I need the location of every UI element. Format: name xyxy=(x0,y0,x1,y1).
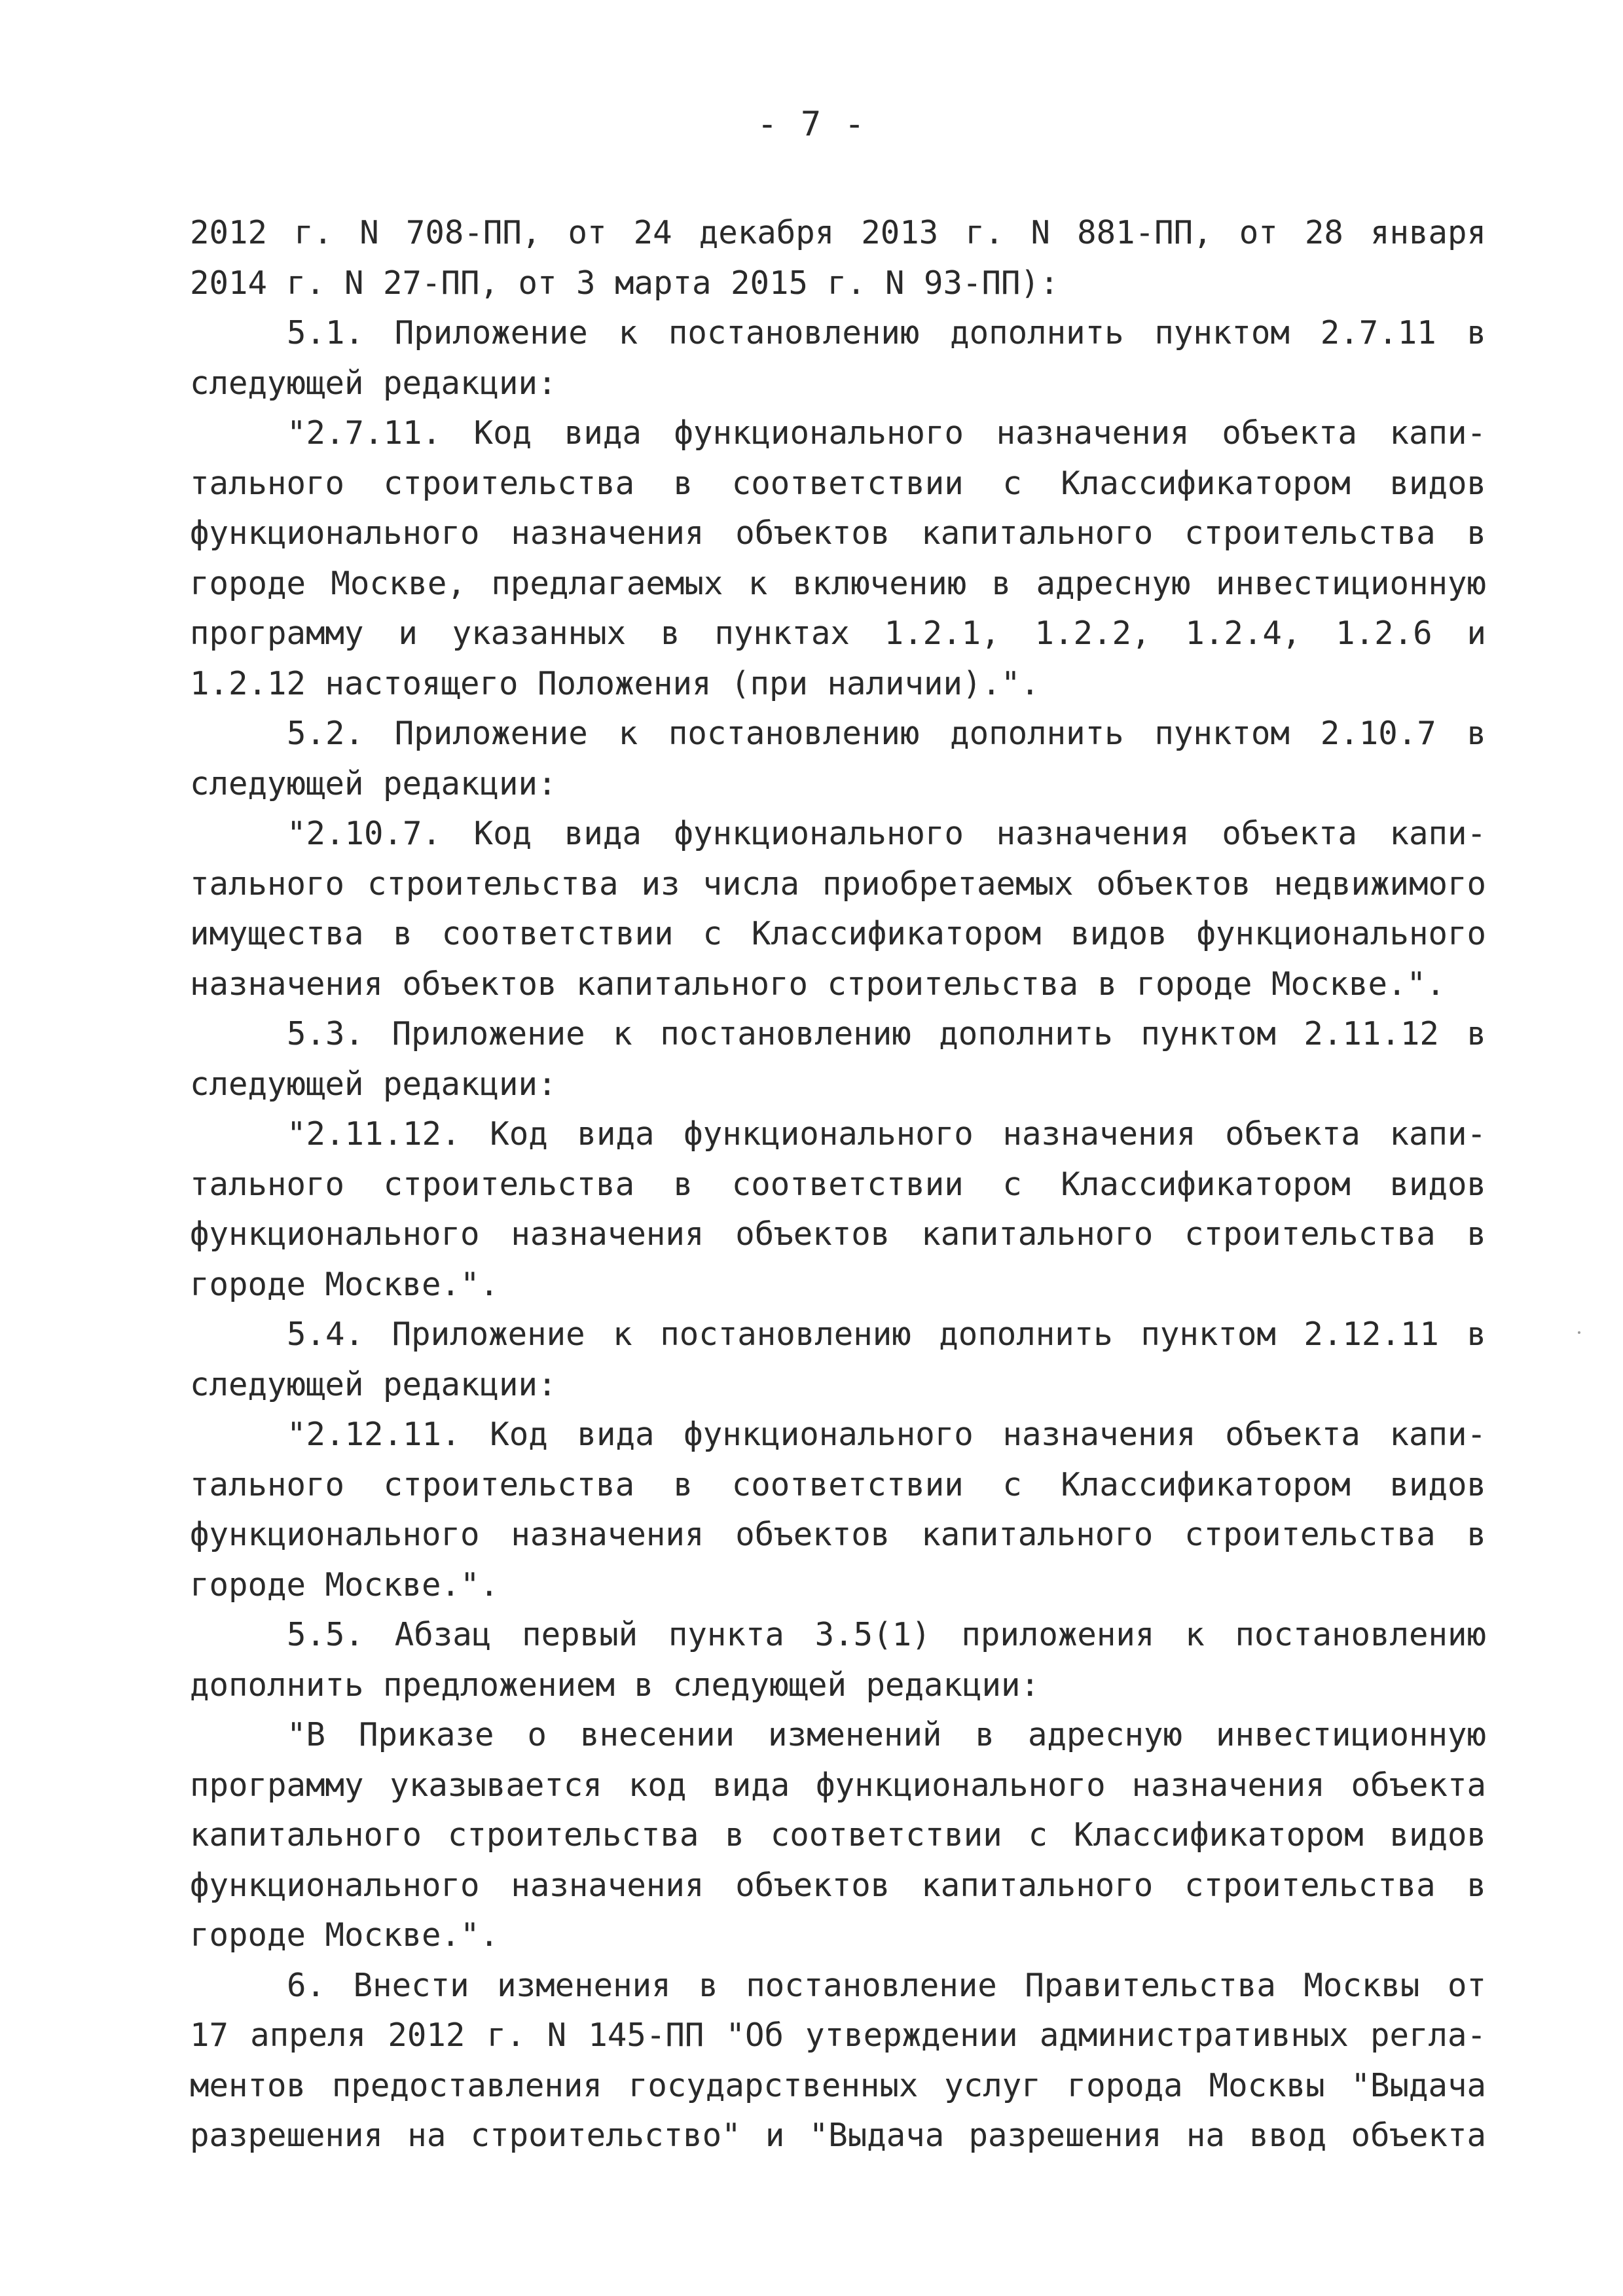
document-body xyxy=(190,208,1486,2161)
text-line: 17 апреля 2012 г. N 145-ПП "Об утверждении административных регла- xyxy=(190,2017,1486,2054)
text-line: городе Москве, предлагаемых к включению в адресную инвестиционную xyxy=(190,564,1486,602)
text-line: 2014 г. N 27-ПП, от 3 марта 2015 г. N 93-ПП): xyxy=(190,264,1059,302)
text-line: следующей редакции: xyxy=(190,1065,557,1103)
text-line: 2012 г. N 708-ПП, от 24 декабря 2013 г. N 881-ПП, от 28 января xyxy=(190,214,1486,251)
text-line: функционального назначения объектов капитального строительства в xyxy=(190,1516,1486,1553)
text-line: функционального назначения объектов капитального строительства в xyxy=(190,1866,1486,1904)
text-line: программу указывается код вида функционального назначения объекта xyxy=(190,1766,1486,1804)
text-line: городе Москве.". xyxy=(190,1265,500,1303)
text-line: 5.3. Приложение к постановлению дополнить пунктом 2.11.12 в xyxy=(287,1015,1486,1052)
text-line: "2.10.7. Код вида функционального назначения объекта капи- xyxy=(287,815,1486,852)
text-line: тального строительства в соответствии с Классификатором видов xyxy=(190,1465,1486,1503)
text-line: разрешения на строительство" и "Выдача разрешения на ввод объекта xyxy=(190,2117,1486,2154)
text-line: 5.5. Абзац первый пункта 3.5(1) приложения к постановлению xyxy=(287,1616,1486,1653)
text-line: функционального назначения объектов капитального строительства в xyxy=(190,1215,1486,1253)
text-line: ментов предоставления государственных услуг города Москвы "Выдача xyxy=(190,2066,1486,2104)
text-line: "2.7.11. Код вида функционального назначения объекта капи- xyxy=(287,414,1486,452)
text-line: 5.2. Приложение к постановлению дополнить пунктом 2.10.7 в xyxy=(287,715,1486,752)
scan-speck xyxy=(1578,1331,1580,1334)
text-line: следующей редакции: xyxy=(190,1365,557,1403)
text-line: капитального строительства в соответствии с Классификатором видов xyxy=(190,1816,1486,1854)
text-line: функционального назначения объектов капитального строительства в xyxy=(190,514,1486,552)
text-line: тального строительства в соответствии с Классификатором видов xyxy=(190,1165,1486,1203)
text-line: 6. Внести изменения в постановление Правительства Москвы от xyxy=(287,1966,1486,2004)
text-line: программу и указанных в пунктах 1.2.1, 1.2.2, 1.2.4, 1.2.6 и xyxy=(190,615,1486,652)
text-line: тального строительства в соответствии с Классификатором видов xyxy=(190,464,1486,502)
text-line: следующей редакции: xyxy=(190,764,557,802)
text-line: назначения объектов капитального строительства в городе Москве.". xyxy=(190,965,1446,1003)
text-line: тального строительства из числа приобретаемых объектов недвижимого xyxy=(190,865,1486,903)
text-line: дополнить предложением в следующей редакции: xyxy=(190,1666,1040,1704)
text-line: "2.12.11. Код вида функционального назначения объекта капи- xyxy=(287,1416,1486,1453)
page-number: - 7 - xyxy=(757,105,866,144)
text-line: городе Москве.". xyxy=(190,1916,500,1954)
text-line: следующей редакции: xyxy=(190,364,557,402)
text-line: городе Москве.". xyxy=(190,1566,500,1604)
text-line: 5.4. Приложение к постановлению дополнить пунктом 2.12.11 в xyxy=(287,1316,1486,1353)
text-line: имущества в соответствии с Классификатором видов функционального xyxy=(190,915,1486,952)
text-line: "2.11.12. Код вида функционального назначения объекта капи- xyxy=(287,1115,1486,1153)
text-line: 1.2.12 настоящего Положения (при наличии).". xyxy=(190,664,1040,702)
text-line: "В Приказе о внесении изменений в адресную инвестиционную xyxy=(287,1716,1486,1753)
text-line: 5.1. Приложение к постановлению дополнить пунктом 2.7.11 в xyxy=(287,314,1486,351)
